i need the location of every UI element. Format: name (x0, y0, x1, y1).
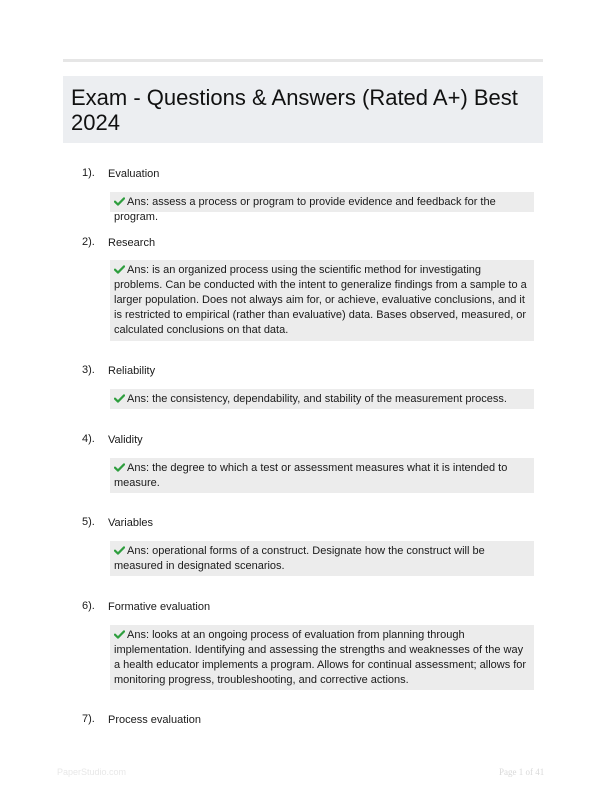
page-title: Exam - Questions & Answers (Rated A+) Best 2024 (71, 85, 518, 135)
title-banner (63, 76, 543, 143)
question-number: 6). (82, 600, 95, 612)
footer-watermark: PaperStudio.com (57, 767, 127, 777)
question-term: Evaluation (108, 168, 160, 180)
answer-box (110, 260, 534, 341)
question-number: 1). (82, 167, 95, 179)
question-number: 4). (82, 433, 95, 445)
check-icon (114, 197, 125, 206)
check-icon (114, 546, 125, 555)
question-term: Validity (108, 434, 143, 446)
answer-box (110, 541, 534, 576)
answer-text: is an organized process using the scientific method for investigating problems. Can be conducted with the intent to generalize findings from a sample to a larger population. Does not always aim for, or achieve, evaluative conclusions, and it is restricted to empirical (rather than evaluative) data. Bases observed, measured, or calculated conclusions on that data. (114, 264, 527, 336)
question-number: 2). (82, 236, 95, 248)
answer-prefix: Ans: (127, 545, 150, 557)
check-icon (114, 265, 125, 274)
check-icon (114, 463, 125, 472)
answer-text: the degree to which a test or assessment measures what it is intended to measure. (114, 462, 508, 489)
answer-text: operational forms of a construct. Designate how the construct will be measured in designated scenarios. (114, 545, 485, 572)
check-icon (114, 394, 125, 403)
answer-box (110, 389, 534, 409)
question-number: 7). (82, 713, 95, 725)
answer-text: assess a process or program to provide evidence and feedback for the program. (114, 196, 496, 223)
answer-text: the consistency, dependability, and stability of the measurement process. (152, 393, 507, 405)
question-number: 5). (82, 516, 95, 528)
question-number: 3). (82, 364, 95, 376)
question-term: Reliability (108, 365, 156, 377)
question-term: Process evaluation (108, 714, 201, 726)
answer-box (110, 192, 534, 223)
answer-box (110, 625, 534, 690)
top-divider (63, 59, 543, 62)
page-number: Page 1 of 41 (499, 767, 545, 777)
answer-box (110, 458, 534, 493)
answer-prefix: Ans: (127, 264, 150, 276)
answer-prefix: Ans: (127, 393, 150, 405)
question-term: Research (108, 237, 156, 249)
question-term: Formative evaluation (108, 601, 211, 613)
check-icon (114, 630, 125, 639)
question-term: Variables (108, 517, 154, 529)
answer-prefix: Ans: (127, 462, 150, 474)
answer-text: looks at an ongoing process of evaluation from planning through implementation. Identifying and assessing the strengths and weaknesses of the way a health educator implements a program. Allows for continual assessment; allows for monitoring progress, troubleshooting, and corrective actions. (114, 629, 527, 686)
answer-prefix: Ans: (127, 196, 150, 208)
answer-prefix: Ans: (127, 629, 150, 641)
